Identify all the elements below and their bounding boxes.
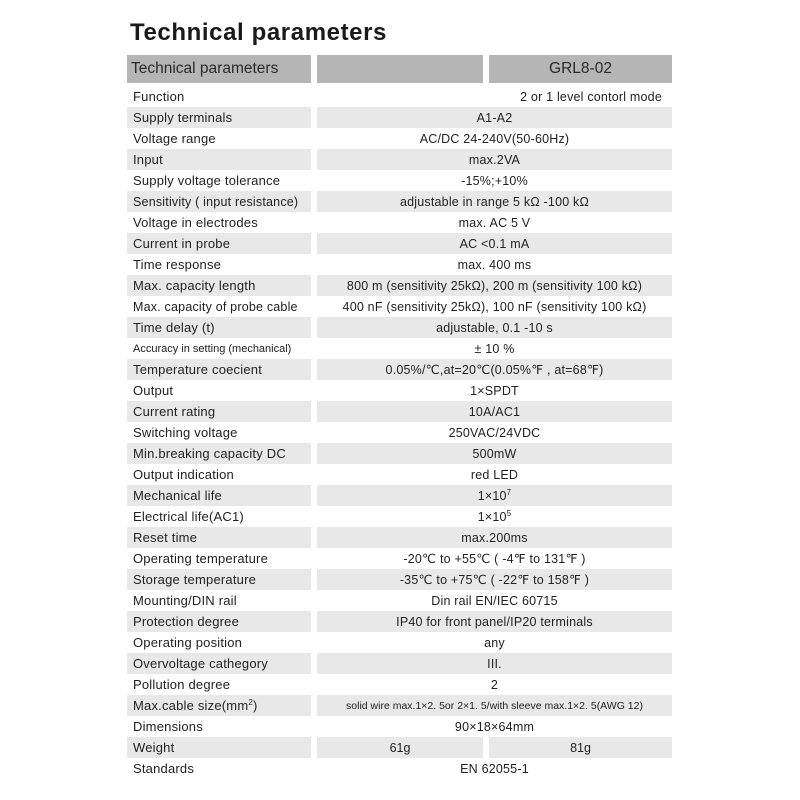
row-label: Supply voltage tolerance <box>133 173 281 188</box>
row-label: Temperature coecient <box>127 359 311 380</box>
value-exponent: 5 <box>506 509 512 518</box>
row-label: Function <box>133 89 185 104</box>
header-blank-column <box>317 55 483 83</box>
row-label: Pollution degree <box>133 677 231 692</box>
row-label: Time response <box>133 257 222 272</box>
table-row-mounting <box>127 590 672 611</box>
row-label: Switching voltage <box>133 425 238 440</box>
table-row-function <box>127 86 672 107</box>
row-value: Din rail EN/IEC 60715 <box>431 593 558 608</box>
row-label: Mounting/DIN rail <box>133 593 237 608</box>
row-label: Standards <box>133 761 195 776</box>
label-exponent: 2 <box>248 698 254 707</box>
table-row-output-indication <box>127 464 672 485</box>
row-value: EN 62055-1 <box>460 761 529 776</box>
row-label: Output <box>133 383 174 398</box>
table-row-max-cable-size <box>127 695 672 716</box>
value-base: 1×10 <box>477 509 507 524</box>
table-row-voltage-in-electrodes <box>127 212 672 233</box>
value-exponent: 7 <box>506 488 512 497</box>
row-value: 500mW <box>317 443 672 464</box>
row-value: ± 10 % <box>474 341 515 356</box>
table-row-output <box>127 380 672 401</box>
row-label: Weight <box>127 737 311 758</box>
row-label: Dimensions <box>133 719 203 734</box>
row-value: max.200ms <box>317 527 672 548</box>
table-row-time-response <box>127 254 672 275</box>
row-label <box>127 695 311 716</box>
row-value: 0.05%/℃,at=20℃(0.05%℉ , at=68℉) <box>317 359 672 380</box>
row-value: A1-A2 <box>317 107 672 128</box>
row-value: AC <0.1 mA <box>317 233 672 254</box>
row-label: Sensitivity ( input resistance) <box>127 191 311 212</box>
row-value: 1×SPDT <box>470 383 519 398</box>
row-value: 2 or 1 level contorl mode <box>520 89 662 104</box>
row-label: Mechanical life <box>127 485 311 506</box>
row-label: Max. capacity of probe cable <box>133 299 298 314</box>
row-value: max. AC 5 V <box>458 215 531 230</box>
row-label: Current in probe <box>127 233 311 254</box>
row-label: Voltage range <box>133 131 216 146</box>
row-label: Max. capacity length <box>127 275 311 296</box>
table-row-max-capacity-probe-cable <box>127 296 672 317</box>
table-row-temperature-coefficient <box>127 359 672 380</box>
row-label: Min.breaking capacity DC <box>127 443 311 464</box>
row-label: Time delay (t) <box>127 317 311 338</box>
row-value: red LED <box>470 467 519 482</box>
table-row-accuracy-in-setting <box>127 338 672 359</box>
table-row-mechanical-life <box>127 485 672 506</box>
row-value-a: 61g <box>317 737 483 758</box>
row-label: Operating temperature <box>133 551 268 566</box>
row-label: Voltage in electrodes <box>133 215 258 230</box>
value-base: 1×10 <box>477 488 507 503</box>
row-value: 250VAC/24VDC <box>448 425 541 440</box>
row-value: adjustable in range 5 kΩ -100 kΩ <box>317 191 672 212</box>
table-row-supply-terminals <box>127 107 672 128</box>
table-row-max-capacity-length <box>127 275 672 296</box>
technical-parameters-table <box>127 55 672 779</box>
row-label: Electrical life(AC1) <box>133 509 244 524</box>
table-row-weight <box>127 737 672 758</box>
row-value: IP40 for front panel/IP20 terminals <box>317 611 672 632</box>
row-value-b: 81g <box>489 737 672 758</box>
row-value: -20℃ to +55℃ ( -4℉ to 131℉ ) <box>403 552 586 566</box>
table-row-overvoltage-category <box>127 653 672 674</box>
table-row-current-in-probe <box>127 233 672 254</box>
row-value: solid wire max.1×2. 5or 2×1. 5/with sleeve max.1×2. 5(AWG 12) <box>317 695 672 716</box>
row-label: Protection degree <box>127 611 311 632</box>
table-row-switching-voltage <box>127 422 672 443</box>
table-row-input <box>127 149 672 170</box>
page-title: Technical parameters <box>130 19 388 46</box>
row-label: Reset time <box>127 527 311 548</box>
row-value <box>317 485 672 506</box>
table-row-standards <box>127 758 672 779</box>
table-row-storage-temperature <box>127 569 672 590</box>
table-row-time-delay <box>127 317 672 338</box>
row-label: Input <box>127 149 311 170</box>
table-row-reset-time <box>127 527 672 548</box>
table-row-electrical-life <box>127 506 672 527</box>
row-split-values <box>317 737 672 758</box>
row-value: max.2VA <box>317 149 672 170</box>
row-value: 90×18×64mm <box>454 719 535 734</box>
table-row-pollution-degree <box>127 674 672 695</box>
row-value: -35℃ to +75℃ ( -22℉ to 158℉ ) <box>317 569 672 590</box>
table-row-supply-voltage-tolerance <box>127 170 672 191</box>
header-model-column: GRL8-02 <box>489 55 672 83</box>
row-value: 2 <box>490 677 499 692</box>
row-label: Current rating <box>127 401 311 422</box>
table-row-dimensions <box>127 716 672 737</box>
table-row-operating-position <box>127 632 672 653</box>
table-header-row <box>127 55 672 83</box>
row-label: Storage temperature <box>127 569 311 590</box>
table-row-operating-temperature <box>127 548 672 569</box>
header-parameter-column: Technical parameters <box>127 55 311 83</box>
label-base: Max.cable size(mm <box>133 698 249 713</box>
row-label: Output indication <box>133 467 234 482</box>
row-value <box>317 506 672 527</box>
row-label: Supply terminals <box>127 107 311 128</box>
table-row-sensitivity <box>127 191 672 212</box>
row-value: AC/DC 24-240V(50-60Hz) <box>419 131 570 146</box>
table-row-protection-degree <box>127 611 672 632</box>
row-label: Operating position <box>133 635 243 650</box>
table-row-current-rating <box>127 401 672 422</box>
label-end: ) <box>253 698 258 713</box>
row-label: Overvoltage cathegory <box>127 653 311 674</box>
row-value: 10A/AC1 <box>317 401 672 422</box>
row-value: 400 nF (sensitivity 25kΩ), 100 nF (sensitivity 100 kΩ) <box>342 299 647 314</box>
row-label: Accuracy in setting (mechanical) <box>133 342 292 355</box>
row-value: adjustable, 0.1 -10 s <box>317 317 672 338</box>
row-value: any <box>484 635 505 650</box>
table-row-min-breaking-capacity <box>127 443 672 464</box>
row-value: III. <box>317 653 672 674</box>
row-value: -15%;+10% <box>461 173 528 188</box>
table-row-voltage-range <box>127 128 672 149</box>
row-value: max. 400 ms <box>457 257 532 272</box>
row-value: 800 m (sensitivity 25kΩ), 200 m (sensitivity 100 kΩ) <box>317 275 672 296</box>
